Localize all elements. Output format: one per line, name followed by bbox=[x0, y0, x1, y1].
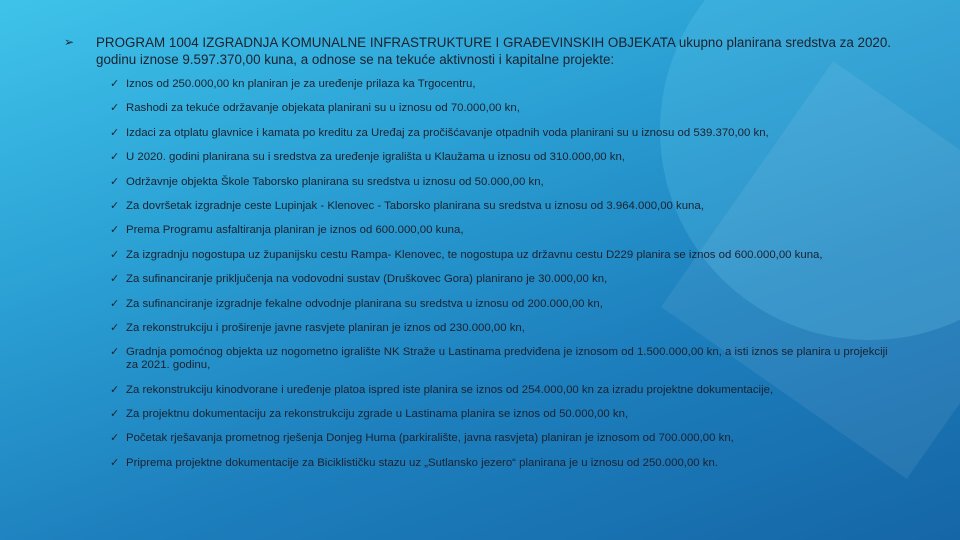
list-item-text: Za rekonstrukciju kinodvorane i uređenje platoa ispred iste planira se iznos od 254.000,00 kn za izradu projektne dokumentacije, bbox=[126, 383, 774, 396]
checkmark-icon: ✓ bbox=[110, 151, 120, 164]
list-item-text: Za izgradnju nogostupa uz županijsku cestu Rampa- Klenovec, te nogostupa uz državnu cestu D229 planira se iznos od 600.000,00 kuna, bbox=[126, 248, 823, 261]
list-item bbox=[110, 408, 890, 421]
list-item-text: Za projektnu dokumentaciju za rekonstrukciju zgrade u Lastinama planira se iznos od 50.000,00 kn, bbox=[126, 408, 629, 421]
list-item bbox=[110, 176, 890, 189]
checkmark-icon: ✓ bbox=[110, 456, 120, 469]
checkmark-icon: ✓ bbox=[110, 273, 120, 286]
list-item-text: Za dovršetak izgradnje ceste Lupinjak - Klenovec - Taborsko planirana su sredstva u iznosu od 3.964.000,00 kuna, bbox=[126, 199, 704, 212]
checkmark-icon: ✓ bbox=[110, 408, 120, 421]
checkmark-icon: ✓ bbox=[110, 383, 120, 396]
list-item-text: Održavnje objekta Škole Taborsko planirana su sredstva u iznosu od 50.000,00 kn, bbox=[126, 175, 544, 188]
list-item bbox=[110, 151, 890, 164]
checkmark-icon: ✓ bbox=[110, 175, 120, 188]
list-item-text: Za sufinanciranje priključenja na vodovodni sustav (Druškovec Gora) planirano je 30.000,00 kn, bbox=[126, 273, 608, 286]
list-item bbox=[110, 127, 890, 140]
checkmark-icon: ✓ bbox=[110, 248, 120, 261]
list-item-text: Gradnja pomoćnog objekta uz nogometno igralište NK Straže u Lastinama predviđena je iznosom od 1.500.000,00 kn, a isti iznos se planira u projekciji za 2021. godinu, bbox=[126, 346, 888, 372]
main-bullet-text: PROGRAM 1004 IZGRADNJA KOMUNALNE INFRASTRUKTURE I GRAĐEVINSKIH OBJEKATA ukupno planirana sredstva za 2020. godinu iznose 9.597.370,00 kuna, a odnose se na tekuće aktivnosti i kapitalne projekte: bbox=[96, 35, 892, 67]
list-item-text: Priprema projektne dokumentacije za Biciklističku stazu uz „Sutlansko jezero“ planirana je u iznosu od 250.000,00 kn. bbox=[126, 456, 718, 469]
checkmark-icon: ✓ bbox=[110, 432, 120, 445]
checkmark-icon: ✓ bbox=[110, 78, 120, 90]
list-item-text: Iznos od 250.000,00 kn planiran je za uređenje prilaza ka Trgocentru, bbox=[126, 78, 476, 90]
checkmark-icon: ✓ bbox=[110, 297, 120, 310]
list-item bbox=[110, 346, 890, 372]
sub-bullet-list bbox=[110, 78, 890, 481]
list-item bbox=[110, 384, 890, 397]
list-item bbox=[110, 78, 890, 91]
list-item-text: U 2020. godini planirana su i sredstva za uređenje igrališta u Klaužama u iznosu od 310.000,00 kn, bbox=[126, 151, 625, 164]
checkmark-icon: ✓ bbox=[110, 126, 120, 139]
checkmark-icon: ✓ bbox=[110, 346, 120, 359]
list-item bbox=[110, 249, 890, 262]
list-item-text: Početak rješavanja prometnog rješenja Donjeg Huma (parkiralište, javna rasvjeta) planiran je iznosom od 700.000,00 kn, bbox=[126, 432, 734, 445]
list-item bbox=[110, 432, 890, 445]
list-item-text: Rashodi za tekuće održavanje objekata planirani su u iznosu od 70.000,00 kn, bbox=[126, 102, 520, 115]
list-item bbox=[110, 200, 890, 213]
checkmark-icon: ✓ bbox=[110, 321, 120, 334]
list-item bbox=[110, 102, 890, 115]
list-item bbox=[110, 224, 890, 237]
list-item bbox=[110, 298, 890, 311]
list-item-text: Za rekonstrukciju i proširenje javne rasvjete planiran je iznos od 230.000,00 kn, bbox=[126, 321, 525, 334]
list-item-text: Za sufinanciranje izgradnje fekalne odvodnje planirana su sredstva u iznosu od 200.000,00 kn, bbox=[126, 297, 603, 310]
checkmark-icon: ✓ bbox=[110, 199, 120, 212]
checkmark-icon: ✓ bbox=[110, 102, 120, 115]
list-item-text: Izdaci za otplatu glavnice i kamata po kreditu za Uređaj za pročišćavanje otpadnih voda planirani su u iznosu od 539.370,00 kn, bbox=[126, 126, 769, 139]
list-item bbox=[110, 273, 890, 286]
arrow-bullet-icon: ➢ bbox=[64, 35, 75, 49]
list-item bbox=[110, 322, 890, 335]
list-item-text: Prema Programu asfaltiranja planiran je iznos od 600.000,00 kuna, bbox=[126, 224, 464, 237]
checkmark-icon: ✓ bbox=[110, 224, 120, 237]
list-item bbox=[110, 457, 890, 470]
